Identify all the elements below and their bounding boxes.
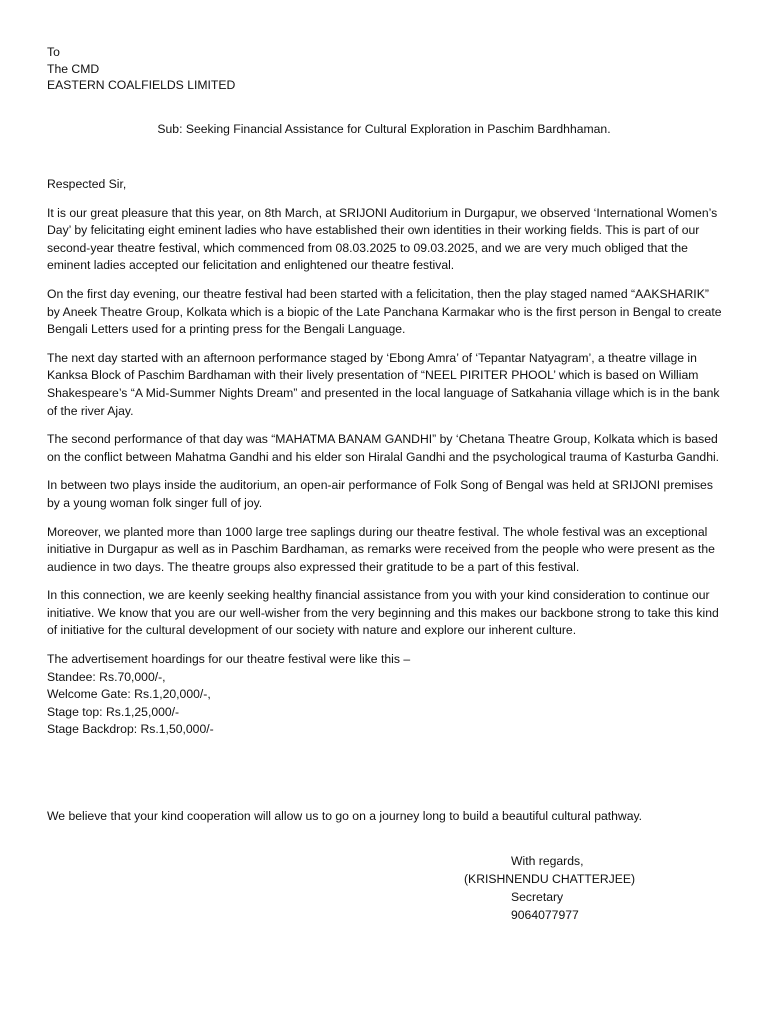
recipient-address: [47, 44, 235, 94]
cost-list-intro: The advertisement hoardings for our theatre festival were like this –: [47, 652, 411, 667]
cost-item: Standee: Rs.70,000/-,: [47, 669, 166, 684]
address-to: To: [47, 45, 60, 59]
cost-list: [47, 651, 723, 739]
signature-regards: With regards,: [511, 854, 584, 868]
paragraph: The next day started with an afternoon performance staged by ‘Ebong Amra’ of ‘Tepantar Natyagram’, a theatre village in Kanksa Block of Paschim Bardhaman with their lively presentation of “NEEL PIRITER PHOOL’ which is based on William Shakespeare’s “A Mid-Summer Nights Dream” and presented in the local language of Satkahania village which is in the bank of the river Ajay.: [47, 350, 720, 418]
letter-body: [47, 176, 723, 739]
cost-item: Welcome Gate: Rs.1,20,000/-,: [47, 687, 211, 702]
subject-line: Sub: Seeking Financial Assistance for Cultural Exploration in Paschim Bardhhaman.: [157, 122, 611, 136]
closing-sentence: We believe that your kind cooperation will allow us to go on a journey long to build a beautiful cultural pathway.: [47, 809, 643, 823]
paragraph: On the first day evening, our theatre festival had been started with a felicitation, then the play staged named “AAKSHARIK” by Aneek Theatre Group, Kolkata which is a biopic of the Late Panchana Karmakar who is the first person in Bengal to create Bengali Letters used for a printing press for the Bengali Language.: [47, 286, 722, 337]
paragraph: In between two plays inside the auditorium, an open-air performance of Folk Song of Bengal was held at SRIJONI premises by a young woman folk singer full of joy.: [47, 478, 713, 510]
paragraph: Moreover, we planted more than 1000 large tree saplings during our theatre festival. The whole festival was an exceptional initiative in Durgapur as well as in Paschim Bardhaman, as remarks were received from the people who were present as the audience in two days. The theatre groups also expressed their gratitude to be a part of this festival.: [47, 524, 715, 574]
salutation: Respected Sir,: [47, 177, 127, 191]
cost-item: Stage Backdrop: Rs.1,50,000/-: [47, 722, 214, 737]
paragraph: It is our great pleasure that this year, on 8th March, at SRIJONI Auditorium in Durgapur, we observed ‘International Women’s Day’ by felicitating eight eminent ladies who have established their own identities in their working fields. This is part of our second-year theatre festival, which commenced from 08.03.2025 to 09.03.2025, and we are very much obliged that the eminent ladies accepted our felicitation and enlightened our theatre festival.: [47, 205, 718, 273]
paragraph: The second performance of that day was “MAHATMA BANAM GANDHI” by ‘Chetana Theatre Group, Kolkata which is based on the conflict between Mahatma Gandhi and his elder son Hiralal Gandhi and the psychological trauma of Kasturba Gandhi.: [47, 432, 720, 464]
paragraph: In this connection, we are keenly seeking healthy financial assistance from you with your kind consideration to continue our initiative. We know that you are our well-wisher from the very beginning and this makes our backbone strong to take this kind of initiative for the cultural development of our society with nature and explore our inherent culture.: [47, 588, 719, 638]
address-company: EASTERN COALFIELDS LIMITED: [47, 78, 236, 92]
signature-phone: 9064077977: [511, 908, 579, 922]
signature-name: (KRISHNENDU CHATTERJEE): [464, 872, 636, 886]
address-recipient: The CMD: [47, 61, 100, 76]
cost-item: Stage top: Rs.1,25,000/-: [47, 704, 180, 719]
signature-title: Secretary: [511, 890, 564, 904]
